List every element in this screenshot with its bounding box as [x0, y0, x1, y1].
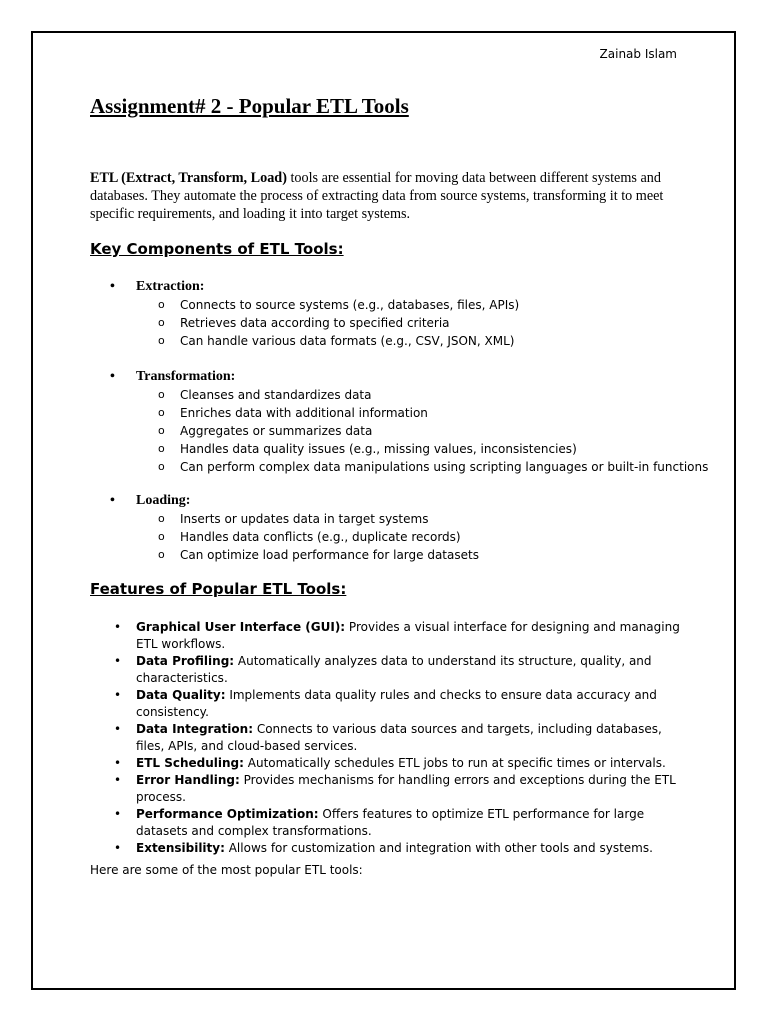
component-heading	[110, 493, 710, 512]
key-components-heading: Key Components of ETL Tools:	[90, 240, 344, 258]
component-label: Extraction:	[136, 279, 205, 294]
component-heading	[110, 369, 710, 388]
circle-bullet-icon: o	[158, 298, 165, 311]
circle-bullet-icon: o	[158, 530, 165, 543]
component-loading	[110, 493, 710, 566]
sub-item: o Can optimize load performance for large datasets	[158, 548, 479, 562]
circle-bullet-icon: o	[158, 512, 165, 525]
features-list	[114, 619, 684, 857]
circle-bullet-icon: o	[158, 424, 165, 437]
author-name: Zainab Islam	[599, 47, 677, 61]
bullet-icon: •	[114, 620, 122, 634]
intro-paragraph	[90, 169, 690, 223]
sub-item: o Inserts or updates data in target systems	[158, 512, 429, 526]
bullet-icon: •	[114, 654, 122, 668]
closing-text: Here are some of the most popular ETL tools:	[90, 863, 363, 877]
bullet-icon: •	[110, 279, 115, 294]
circle-bullet-icon: o	[158, 388, 165, 401]
circle-bullet-icon: o	[158, 406, 165, 419]
sub-item: o Handles data quality issues (e.g., missing values, inconsistencies)	[158, 442, 577, 456]
component-label: Loading:	[136, 493, 191, 508]
circle-bullet-icon: o	[158, 460, 165, 473]
bullet-icon: •	[114, 688, 122, 702]
sub-item: o Can handle various data formats (e.g., CSV, JSON, XML)	[158, 334, 515, 348]
intro-text: tools are essential for moving data between different systems and databases. They automate the process of extracting data from source systems, transforming it to meet specific requirements, and loading it into target systems.	[90, 170, 664, 222]
circle-bullet-icon: o	[158, 548, 165, 561]
document-title: Assignment# 2 - Popular ETL Tools	[90, 94, 409, 118]
feature-item: • Error Handling: Provides mechanisms for handling errors and exceptions during the ETL process.	[114, 773, 676, 804]
circle-bullet-icon: o	[158, 442, 165, 455]
features-heading: Features of Popular ETL Tools:	[90, 580, 347, 598]
intro-bold-term: ETL (Extract, Transform, Load)	[90, 170, 287, 186]
feature-item: • Extensibility: Allows for customization and integration with other tools and systems.	[114, 841, 653, 855]
sub-item: o Cleanses and standardizes data	[158, 388, 372, 402]
sub-item: o Aggregates or summarizes data	[158, 424, 373, 438]
bullet-icon: •	[114, 722, 122, 736]
sub-item: o Handles data conflicts (e.g., duplicate records)	[158, 530, 461, 544]
sub-item: o Connects to source systems (e.g., databases, files, APIs)	[158, 298, 520, 312]
feature-item: • Data Quality: Implements data quality rules and checks to ensure data accuracy and consistency.	[114, 688, 657, 719]
sub-item: o Enriches data with additional information	[158, 406, 428, 420]
bullet-icon: •	[114, 807, 122, 821]
feature-item: • Performance Optimization: Offers features to optimize ETL performance for large datasets and complex transformations.	[114, 807, 645, 838]
bullet-icon: •	[114, 756, 122, 770]
feature-item: • ETL Scheduling: Automatically schedules ETL jobs to run at specific times or intervals.	[114, 756, 666, 770]
circle-bullet-icon: o	[158, 334, 165, 347]
feature-item: • Data Profiling: Automatically analyzes data to understand its structure, quality, and characteristics.	[114, 654, 652, 685]
sub-item: o Can perform complex data manipulations using scripting languages or built-in functions	[158, 460, 709, 474]
feature-item: • Graphical User Interface (GUI): Provides a visual interface for designing and managing ETL workflows.	[114, 620, 680, 651]
bullet-icon: •	[114, 841, 122, 855]
component-extraction	[110, 279, 710, 352]
bullet-icon: •	[114, 773, 122, 787]
bullet-icon: •	[110, 493, 115, 508]
sub-item: o Retrieves data according to specified criteria	[158, 316, 450, 330]
component-transformation	[110, 369, 710, 478]
bullet-icon: •	[110, 369, 115, 384]
feature-item: • Data Integration: Connects to various data sources and targets, including databases, files, APIs, and cloud-based services.	[114, 722, 662, 753]
component-label: Transformation:	[136, 369, 236, 384]
circle-bullet-icon: o	[158, 316, 165, 329]
component-heading	[110, 279, 710, 298]
